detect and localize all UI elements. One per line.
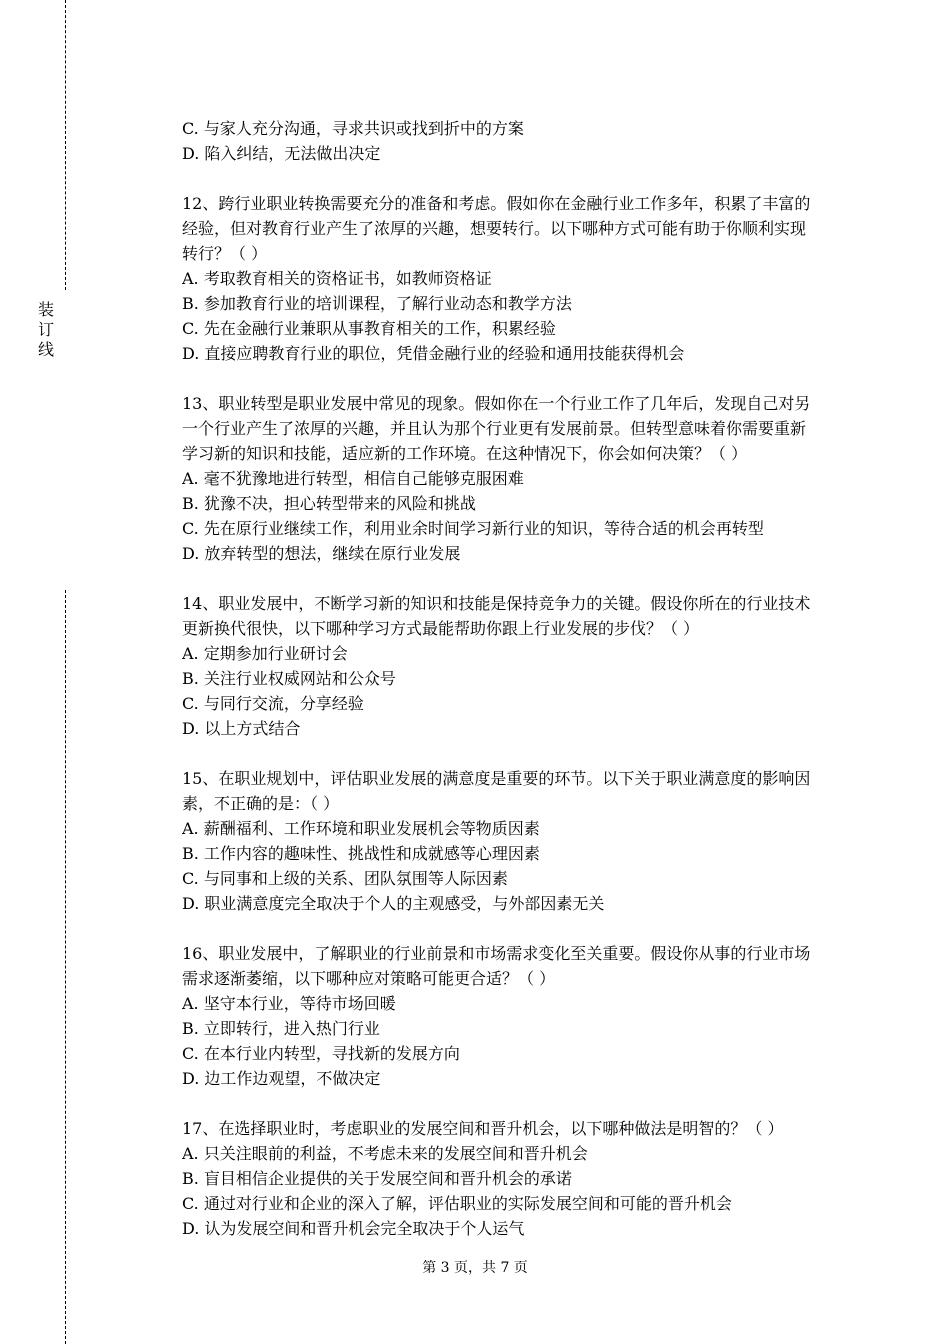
option-d: D. 放弃转型的想法，继续在原行业发展 [182,544,461,563]
option-d: D. 以上方式结合 [182,719,301,738]
option-c: C. 与同事和上级的关系、团队氛围等人际因素 [182,869,508,888]
option-d: D. 职业满意度完全取决于个人的主观感受，与外部因素无关 [182,894,605,913]
binding-char: 线 [37,340,54,359]
question-stem-line: 14、职业发展中，不断学习新的知识和技能是保持竞争力的关键。假设你所在的行业技术 [182,594,811,613]
question-17 [182,1116,838,1241]
question-stem-line: 更新换代很快，以下哪种学习方式最能帮助你跟上行业发展的步伐？（ ） [182,619,700,638]
exam-content [182,116,838,1241]
option-b: B. 工作内容的趣味性、挑战性和成就感等心理因素 [182,844,540,863]
option-a: A. 毫不犹豫地进行转型，相信自己能够克服困难 [182,469,524,488]
option-a: A. 考取教育相关的资格证书，如教师资格证 [182,269,492,288]
binding-line-bottom [65,590,66,1344]
question-13 [182,391,838,566]
question-stem-line: 13、职业转型是职业发展中常见的现象。假如你在一个行业工作了几年后，发现自己对另 [182,394,811,413]
question-stem-line: 需求逐渐萎缩，以下哪种应对策略可能更合适？（ ） [182,969,556,988]
carryover-options [182,116,838,166]
binding-line-top [65,0,66,290]
option-c: C. 在本行业内转型，寻找新的发展方向 [182,1044,460,1063]
question-15 [182,766,838,916]
option-d: D. 直接应聘教育行业的职位，凭借金融行业的经验和通用技能获得机会 [182,344,685,363]
question-12 [182,191,838,366]
question-stem-line: 17、在选择职业时，考虑职业的发展空间和晋升机会，以下哪种做法是明智的？（ ） [182,1119,784,1138]
question-stem-line: 16、职业发展中，了解职业的行业前景和市场需求变化至关重要。假设你从事的行业市场 [182,944,811,963]
question-stem-line: 15、在职业规划中，评估职业发展的满意度是重要的环节。以下关于职业满意度的影响因 [182,769,811,788]
option-a: A. 薪酬福利、工作环境和职业发展机会等物质因素 [182,819,540,838]
option-line: D. 陷入纠结，无法做出决定 [182,144,381,163]
option-b: B. 参加教育行业的培训课程，了解行业动态和教学方法 [182,294,572,313]
question-14 [182,591,838,741]
option-c: C. 先在原行业继续工作，利用业余时间学习新行业的知识，等待合适的机会再转型 [182,519,764,538]
question-stem-line: 学习新的知识和技能，适应新的工作环境。在这种情况下，你会如何决策？（ ） [182,444,748,463]
option-c: C. 先在金融行业兼职从事教育相关的工作，积累经验 [182,319,556,338]
option-a: A. 定期参加行业研讨会 [182,644,348,663]
binding-char: 订 [37,320,54,339]
option-c: C. 通过对行业和企业的深入了解，评估职业的实际发展空间和可能的晋升机会 [182,1194,732,1213]
option-a: A. 只关注眼前的利益，不考虑未来的发展空间和晋升机会 [182,1144,588,1163]
option-b: B. 盲目相信企业提供的关于发展空间和晋升机会的承诺 [182,1169,572,1188]
question-stem-line: 一个行业产生了浓厚的兴趣，并且认为那个行业更有发展前景。但转型意味着你需要重新 [182,419,807,438]
option-line: C. 与家人充分沟通，寻求共识或找到折中的方案 [182,119,524,138]
question-stem-line: 经验，但对教育行业产生了浓厚的兴趣，想要转行。以下哪种方式可能有助于你顺利实现 [182,219,807,238]
option-b: B. 立即转行，进入热门行业 [182,1019,380,1038]
question-stem-line: 素，不正确的是：（ ） [182,794,340,813]
question-stem-line: 转行？（ ） [182,244,268,263]
option-d: D. 认为发展空间和晋升机会完全取决于个人运气 [182,1219,525,1238]
binding-label [37,300,55,360]
page-number: 第 3 页，共 7 页 [422,1260,528,1276]
option-d: D. 边工作边观望，不做决定 [182,1069,381,1088]
option-c: C. 与同行交流，分享经验 [182,694,364,713]
option-b: B. 犹豫不决，担心转型带来的风险和挑战 [182,494,476,513]
binding-char: 装 [37,300,54,319]
option-a: A. 坚守本行业，等待市场回暖 [182,994,396,1013]
question-stem-line: 12、跨行业职业转换需要充分的准备和考虑。假如你在金融行业工作多年，积累了丰富的 [182,194,811,213]
question-16 [182,941,838,1091]
option-b: B. 关注行业权威网站和公众号 [182,669,396,688]
